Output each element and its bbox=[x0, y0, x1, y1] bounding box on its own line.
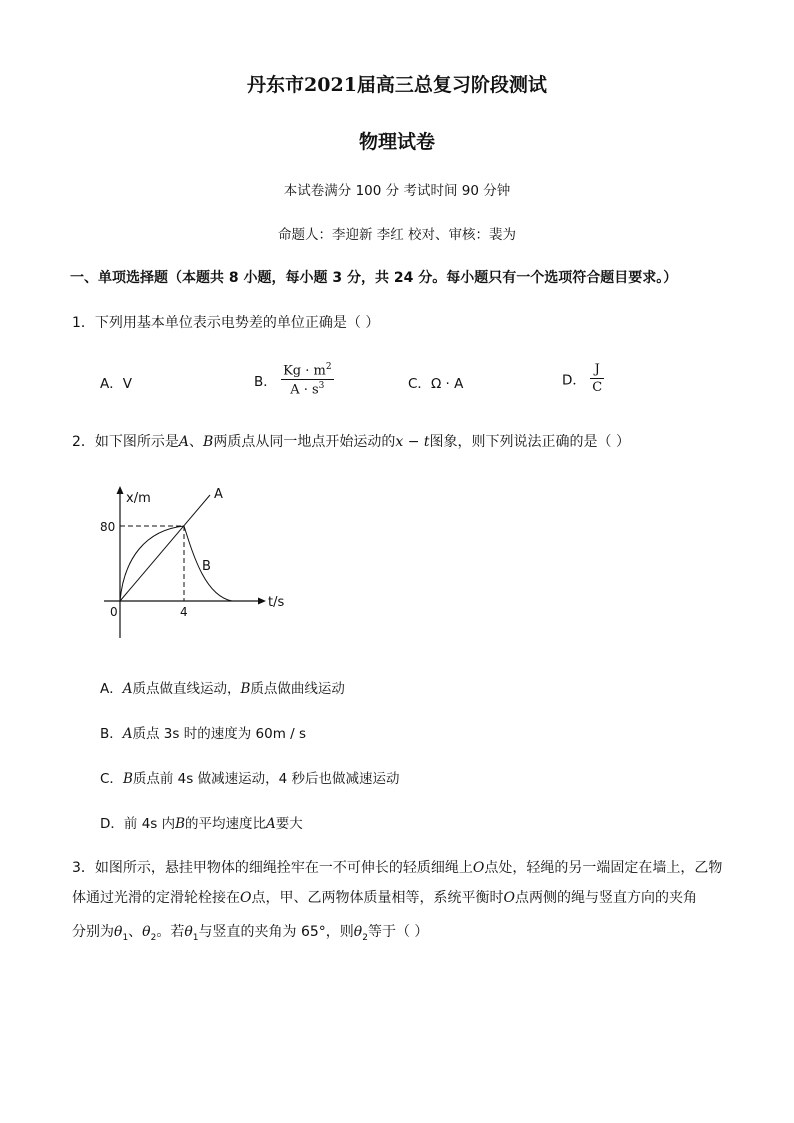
stem-text: 点两侧的绳与竖直方向的夹角 bbox=[514, 890, 697, 906]
option-label: B． bbox=[254, 373, 277, 390]
q1-option-c bbox=[408, 372, 463, 392]
q2-option-c bbox=[100, 767, 399, 787]
option-label: D． bbox=[100, 816, 124, 832]
point-o: O bbox=[472, 860, 485, 876]
point-o: O bbox=[503, 890, 515, 906]
point-o: O bbox=[240, 890, 252, 906]
section-heading: 一、单项选择题（本题共 8 小题，每小题 3 分，共 24 分。每小题只有一个选项符合题目要求。） bbox=[70, 270, 678, 286]
x-axis-arrow bbox=[258, 598, 266, 605]
exam-title: 丹东市2021届高三总复习阶段测试 bbox=[247, 74, 547, 96]
option-label: B． bbox=[100, 726, 123, 742]
subject-title: 物理试卷 bbox=[358, 131, 435, 153]
denominator: C bbox=[592, 380, 603, 395]
subscript: 2 bbox=[150, 932, 157, 943]
option-text: 质点 3s 时的速度为 60m / s bbox=[132, 726, 307, 742]
stem-text: 2．如下图所示是 bbox=[72, 434, 179, 450]
theta-2: θ bbox=[353, 924, 363, 940]
var: A bbox=[122, 726, 133, 742]
x-t-graph bbox=[96, 478, 296, 648]
stem-sep: 、 bbox=[189, 434, 204, 450]
fraction bbox=[281, 362, 334, 398]
option-text: 的平均速度比 bbox=[185, 816, 267, 832]
q2-stem bbox=[72, 431, 630, 451]
fraction bbox=[590, 362, 604, 395]
q1-option-b bbox=[254, 362, 334, 398]
option-text: 要大 bbox=[275, 816, 303, 832]
stem-text: 图象，则下列说法正确的是（ ） bbox=[429, 434, 630, 450]
stem-sep: 、 bbox=[128, 924, 143, 940]
stem-text: 两质点从同一地点开始运动的 bbox=[213, 434, 396, 450]
numerator: J bbox=[590, 362, 604, 379]
theta-2: θ bbox=[142, 924, 151, 940]
option-text: 质点做曲线运动 bbox=[250, 681, 345, 697]
var-a: A bbox=[178, 434, 190, 450]
origin-label: 0 bbox=[110, 605, 118, 619]
subscript: 2 bbox=[362, 932, 368, 943]
theta-1: θ bbox=[114, 924, 123, 940]
stem-text: 分别为 bbox=[72, 924, 114, 940]
q3-line-2 bbox=[72, 887, 697, 907]
curve-b-label: B bbox=[202, 559, 211, 574]
option-label: C． bbox=[408, 376, 431, 392]
exponent: 3 bbox=[318, 381, 325, 392]
denominator: A · s bbox=[290, 382, 319, 398]
y-axis-arrow bbox=[117, 486, 124, 494]
stem-text: 与竖直的夹角为 65°，则 bbox=[198, 924, 354, 940]
stem-text: 等于（ ） bbox=[367, 924, 429, 940]
q1-stem: 1．下列用基本单位表示电势差的单位正确是（ ） bbox=[72, 315, 380, 331]
var: A bbox=[122, 681, 133, 697]
option-label: A． bbox=[100, 376, 123, 392]
q2-option-a bbox=[100, 677, 345, 697]
stem-text: 点，甲、乙两物体质量相等，系统平衡时 bbox=[251, 890, 504, 906]
option-text: 质点做直线运动， bbox=[132, 681, 241, 697]
stem-text: 3．如图所示，悬挂甲物体的细绳拴牢在一不可伸长的轻质细绳上 bbox=[72, 860, 473, 876]
option-label: C． bbox=[100, 771, 123, 787]
var: B bbox=[240, 681, 251, 697]
exam-authors: 命题人：李迎新 李红 校对、审核：裴为 bbox=[277, 227, 517, 243]
q3-line-1 bbox=[72, 857, 722, 877]
exponent: 2 bbox=[325, 362, 332, 372]
var: B bbox=[175, 816, 186, 832]
x-tick-4: 4 bbox=[180, 605, 188, 619]
option-text: 前 4s 内 bbox=[123, 816, 176, 832]
q2-option-d bbox=[100, 812, 303, 832]
x-axis-label: t/s bbox=[268, 595, 285, 610]
q2-option-b bbox=[100, 722, 306, 742]
stem-text: 体通过光滑的定滑轮栓接在 bbox=[72, 890, 240, 906]
var: B bbox=[122, 771, 133, 787]
line-a bbox=[120, 495, 210, 601]
x-t-symbol: x − t bbox=[395, 434, 430, 450]
theta-1: θ bbox=[184, 924, 193, 940]
subscript: 1 bbox=[192, 932, 199, 943]
stem-text: 点处，轻绳的另一端固定在墙上，乙物 bbox=[484, 860, 723, 876]
y-tick-80: 80 bbox=[100, 520, 116, 534]
option-label: A． bbox=[100, 681, 123, 697]
stem-text: 。若 bbox=[156, 924, 185, 940]
line-a-label: A bbox=[214, 487, 223, 502]
var-b: B bbox=[203, 434, 214, 450]
q3-line-3 bbox=[72, 921, 428, 943]
option-text: Ω · A bbox=[430, 376, 464, 392]
option-label: D． bbox=[562, 372, 586, 389]
var: A bbox=[266, 816, 276, 832]
subscript: 1 bbox=[122, 932, 129, 943]
y-axis-label: x/m bbox=[126, 491, 151, 506]
option-text: V bbox=[122, 376, 132, 392]
numerator: Kg · m bbox=[283, 363, 326, 379]
q1-option-a bbox=[100, 372, 132, 392]
option-text: 质点前 4s 做减速运动，4 秒后也做减速运动 bbox=[132, 771, 400, 787]
exam-info: 本试卷满分 100 分 考试时间 90 分钟 bbox=[283, 183, 511, 199]
q1-option-d bbox=[562, 362, 604, 395]
